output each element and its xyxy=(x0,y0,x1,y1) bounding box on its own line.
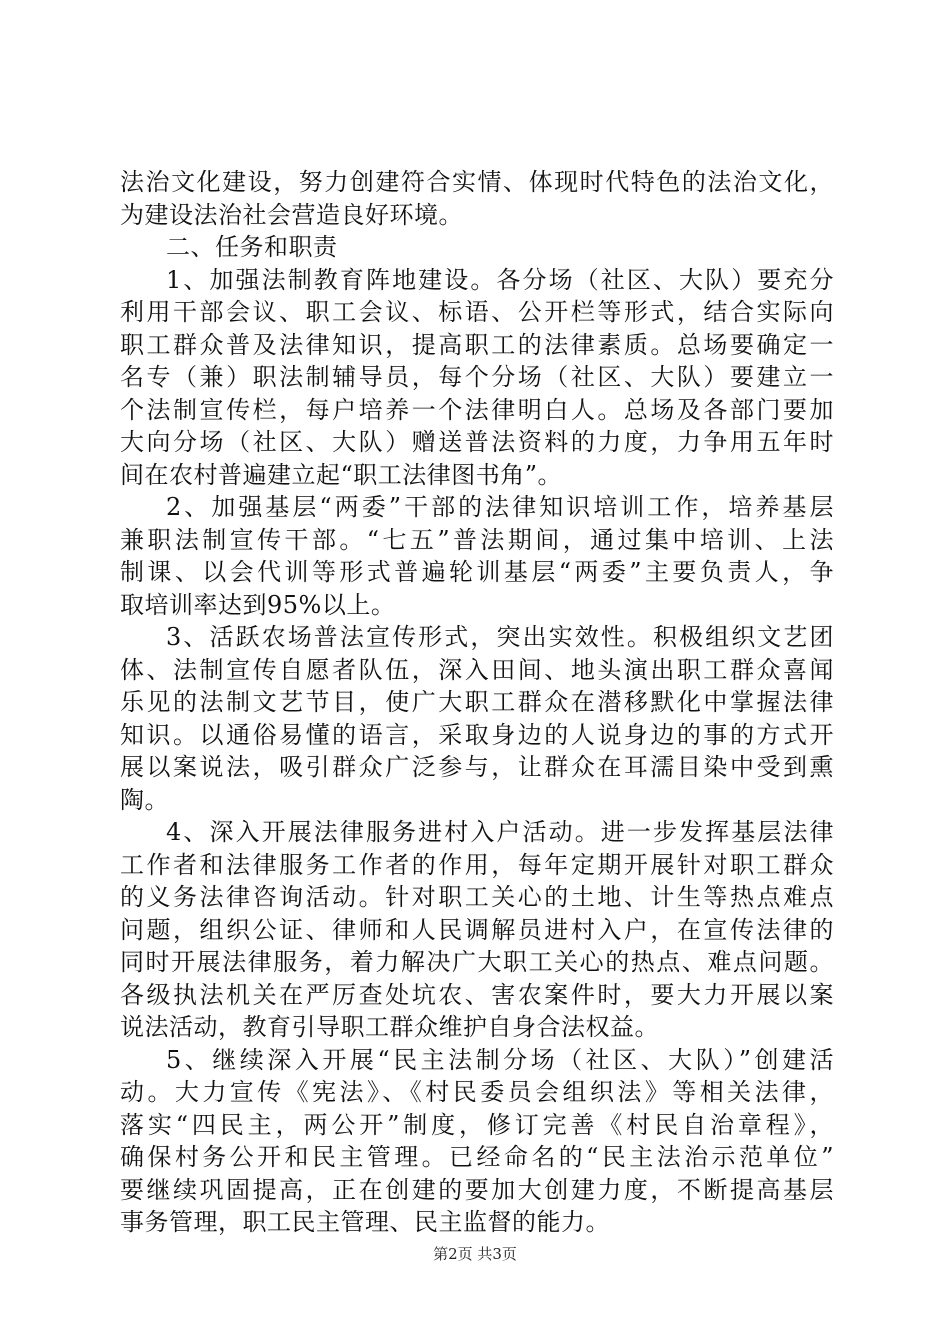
text-line: 5、继续深入开展“民主法制分场（社区、大队）”创建活 xyxy=(166,1045,834,1074)
text-line: 落实“四民主，两公开”制度，修订完善《村民自治章程》， xyxy=(120,1110,834,1139)
text-line: 兼职法制宣传干部。“七五”普法期间，通过集中培训、上法 xyxy=(120,525,834,554)
section-heading: 二、任务和职责 xyxy=(166,233,338,261)
text-line: 个法制宣传栏，每户培养一个法律明白人。总场及各部门要加 xyxy=(120,395,834,424)
text-line: 职工群众普及法律知识，提高职工的法律素质。总场要确定一 xyxy=(120,330,834,359)
text-line: 4、深入开展法律服务进村入户活动。进一步发挥基层法律 xyxy=(166,818,834,846)
text-line: 1、加强法制教育阵地建设。各分场（社区、大队）要充分 xyxy=(166,265,834,294)
text-line: 的义务法律咨询活动。针对职工关心的土地、计生等热点难点 xyxy=(120,883,834,911)
text-line: 乐见的法制文艺节目，使广大职工群众在潜移默化中掌握法律 xyxy=(120,688,834,716)
text-line: 事务管理，职工民主管理、民主监督的能力。 xyxy=(120,1208,610,1236)
text-line: 问题，组织公证、律师和人民调解员进村入户，在宣传法律的 xyxy=(120,915,834,944)
text-line: 2、加强基层“两委”干部的法律知识培训工作，培养基层 xyxy=(166,493,834,521)
text-line: 大向分场（社区、大队）赠送普法资料的力度，力争用五年时 xyxy=(120,428,834,456)
text-line: 动。大力宣传《宪法》、《村民委员会组织法》等相关法律， xyxy=(120,1078,834,1106)
text-line: 知识。以通俗易懂的语言，采取身边的人说身边的事的方式开 xyxy=(120,720,834,749)
text-line: 同时开展法律服务，着力解决广大职工关心的热点、难点问题。 xyxy=(120,948,834,976)
text-line: 取培训率达到95%以上。 xyxy=(120,590,396,619)
text-line: 间在农村普遍建立起“职工法律图书角”。 xyxy=(120,460,563,489)
page-number: 第2页 共3页 xyxy=(433,1245,517,1263)
text-line: 体、法制宣传自愿者队伍，深入田间、地头演出职工群众喜闻 xyxy=(120,655,834,684)
text-line: 说法活动，教育引导职工群众维护自身合法权益。 xyxy=(120,1013,659,1041)
text-line: 确保村务公开和民主管理。已经命名的“民主法治示范单位” xyxy=(120,1143,834,1171)
text-line: 法治文化建设，努力创建符合实情、体现时代特色的法治文化， xyxy=(120,168,834,196)
text-line: 展以案说法，吸引群众广泛参与，让群众在耳濡目染中受到熏 xyxy=(120,753,834,781)
text-line: 陶。 xyxy=(120,785,169,814)
text-line: 要继续巩固提高，正在创建的要加大创建力度，不断提高基层 xyxy=(120,1175,834,1204)
text-line: 利用干部会议、职工会议、标语、公开栏等形式，结合实际向 xyxy=(120,298,834,326)
text-line: 为建设法治社会营造良好环境。 xyxy=(120,200,463,229)
text-line: 制课、以会代训等形式普遍轮训基层“两委”主要负责人，争 xyxy=(120,558,834,586)
document-body xyxy=(120,166,834,1239)
text-line: 3、活跃农场普法宣传形式，突出实效性。积极组织文艺团 xyxy=(166,623,834,651)
text-line: 工作者和法律服务工作者的作用，每年定期开展针对职工群众 xyxy=(120,850,834,879)
text-line: 各级执法机关在严厉查处坑农、害农案件时，要大力开展以案 xyxy=(120,980,834,1009)
text-line: 名专（兼）职法制辅导员，每个分场（社区、大队）要建立一 xyxy=(120,363,834,391)
